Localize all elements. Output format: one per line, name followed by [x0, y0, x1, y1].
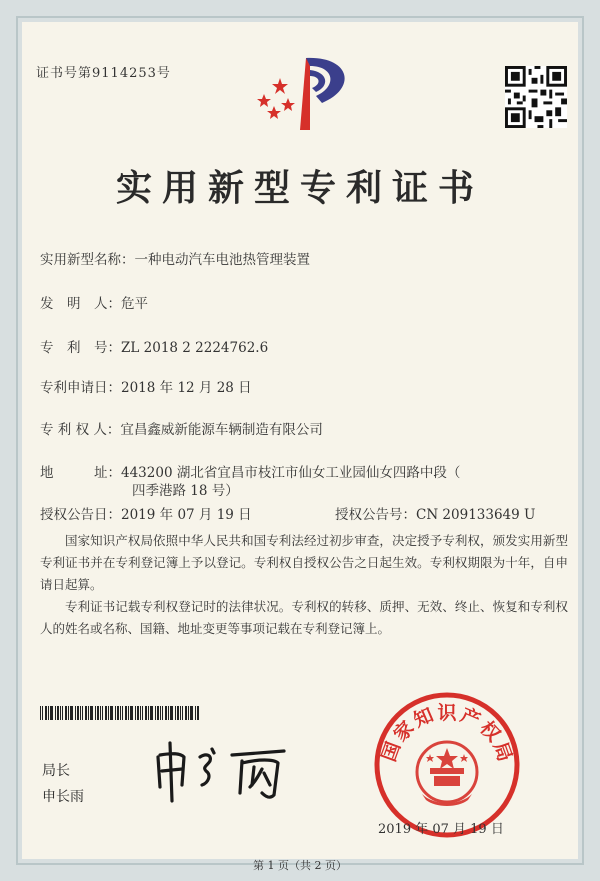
barcode-icon — [40, 706, 200, 720]
certificate-title: 实用新型专利证书 — [115, 167, 484, 209]
body-paragraph-1: 国家知识产权局依照中华人民共和国专利法经过初步审查，决定授予专利权，颁发实用新型专利证书并在专利登记簿上予以登记。专利权自授权公告之日起生效。专利权期限为十年，自申请日起算。 — [40, 533, 568, 592]
handwritten-signature — [150, 735, 300, 805]
field-grant-number — [335, 503, 535, 523]
field-value: 2019 年 07 月 19 日 — [121, 507, 252, 523]
field-patent-number — [40, 336, 268, 356]
cnipa-logo-icon — [250, 48, 360, 138]
seal-character: 国 — [377, 739, 406, 765]
signatory-name: 申长雨 — [42, 789, 84, 805]
field-address-continued: 四季港路 18 号） — [132, 483, 239, 499]
field-label: 授权公告日： — [40, 507, 121, 523]
seal-character: 家 — [389, 717, 419, 746]
field-label: 发 明 人： — [40, 296, 121, 312]
field-value: ZL 2018 2 2224762.6 — [121, 340, 269, 356]
seal-character: 权 — [475, 717, 505, 746]
field-label: 专 利 权 人： — [40, 422, 121, 438]
signatory-title: 局长 — [42, 763, 70, 779]
page-number: 第 1 页（共 2 页） — [253, 859, 347, 872]
field-value: 443200 湖北省宜昌市枝江市仙女工业园仙女四路中段（ — [121, 465, 461, 481]
field-value: 宜昌鑫威新能源车辆制造有限公司 — [120, 422, 323, 438]
seal-character: 识 — [437, 702, 457, 724]
field-grant-date — [40, 503, 252, 523]
qr-code-icon — [505, 66, 567, 128]
field-utility-model-name — [40, 248, 310, 268]
body-paragraph-2: 专利证书记载专利权登记时的法律状况。专利权的转移、质押、无效、终止、恢复和专利权人的姓名或名称、国籍、地址变更等事项记载在专利登记簿上。 — [40, 599, 568, 636]
field-address — [40, 461, 460, 481]
field-value: 危平 — [121, 296, 148, 312]
field-patentee — [40, 418, 323, 438]
field-value: 一种电动汽车电池热管理装置 — [134, 252, 310, 268]
field-label: 实用新型名称： — [40, 252, 135, 268]
seal-character: 知 — [410, 703, 437, 732]
field-value: 2018 年 12 月 28 日 — [121, 380, 252, 396]
field-label: 专 利 号： — [40, 340, 121, 356]
certificate-number: 证书号第9114253号 — [36, 66, 171, 81]
field-label: 专利申请日： — [40, 380, 121, 396]
stamp-date: 2019 年 07 月 19 日 — [378, 822, 504, 837]
field-filing-date — [40, 376, 252, 396]
seal-character: 产 — [457, 703, 484, 732]
field-inventor — [40, 292, 148, 312]
field-label: 地 址： — [40, 465, 121, 481]
seal-character: 局 — [488, 739, 517, 765]
field-value: CN 209133649 U — [416, 507, 536, 523]
field-label: 授权公告号： — [335, 507, 416, 523]
